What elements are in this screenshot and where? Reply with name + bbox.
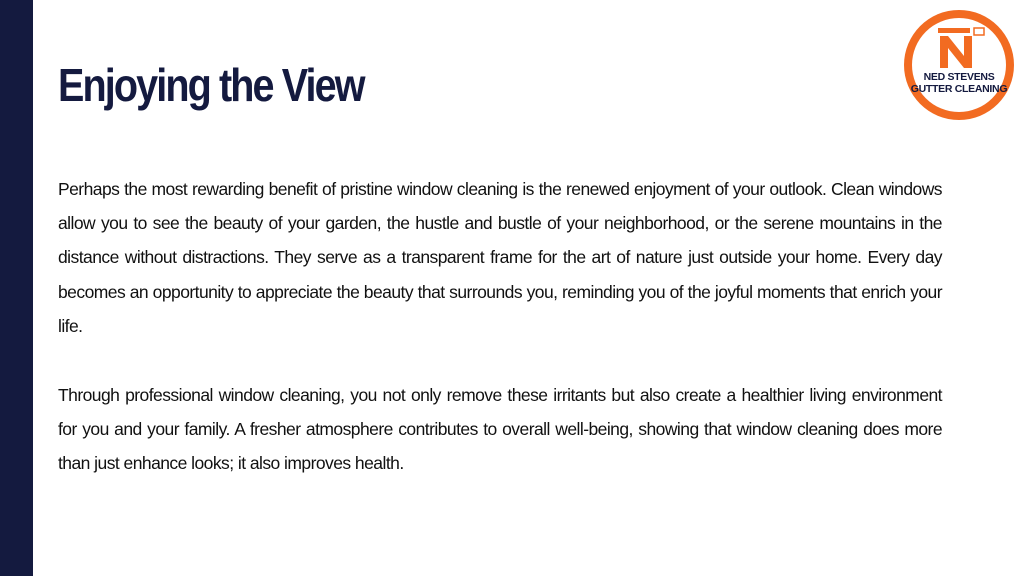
slide-title: Enjoying the View <box>58 59 364 111</box>
paragraph-1: Perhaps the most rewarding benefit of pristine window cleaning is the renewed enjoyment of your outlook. Clean windows allow you to see the beauty of your garden, the hustle and bustle of your neighborhood, or the serene mountains in the distance without distractions. They serve as a transparent frame for the art of nature just outside your home. Every day becomes an opportunity to appreciate the beauty that surrounds you, reminding you of the joyful moments that enrich your life. <box>58 179 942 336</box>
logo-graphic <box>902 8 1016 122</box>
paragraph-2: Through professional window cleaning, you not only remove these irritants but also create a healthier living environment for you and your family. A fresher atmosphere contributes to overall well-being, showing that window cleaning does more than just enhance looks; it also improves health. <box>58 385 942 474</box>
slide-body <box>58 172 942 481</box>
logo-line-2: GUTTER CLEANING <box>910 83 1008 95</box>
logo-line-1: NED STEVENS <box>923 71 995 83</box>
left-accent-bar <box>0 0 33 576</box>
ned-stevens-logo <box>902 8 1016 122</box>
logo-n-bar <box>938 28 970 33</box>
